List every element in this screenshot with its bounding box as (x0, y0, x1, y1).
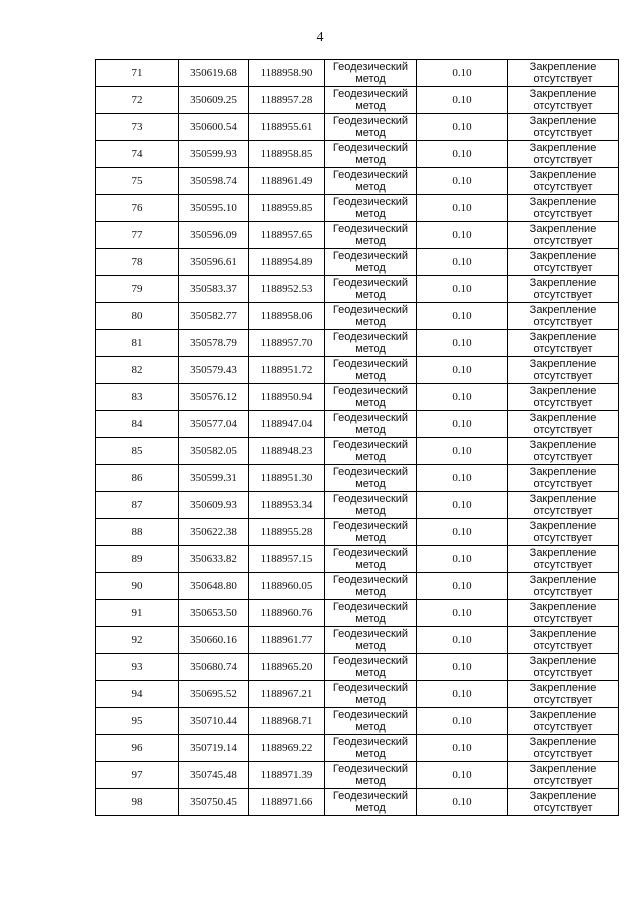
point-number-cell: 94 (96, 681, 179, 708)
point-number-cell: 97 (96, 762, 179, 789)
fixation-cell: Закрепление отсутствует (508, 249, 619, 276)
x-coordinate-cell: 350596.09 (179, 222, 249, 249)
point-number-cell: 80 (96, 303, 179, 330)
fixation-cell: Закрепление отсутствует (508, 546, 619, 573)
y-coordinate-cell: 1188957.70 (249, 330, 325, 357)
x-coordinate-cell: 350633.82 (179, 546, 249, 573)
method-cell: Геодезический метод (325, 195, 417, 222)
method-cell: Геодезический метод (325, 465, 417, 492)
table-row (96, 411, 619, 438)
y-coordinate-cell: 1188961.77 (249, 627, 325, 654)
y-coordinate-cell: 1188960.76 (249, 600, 325, 627)
accuracy-cell: 0.10 (417, 357, 508, 384)
accuracy-cell: 0.10 (417, 600, 508, 627)
x-coordinate-cell: 350609.93 (179, 492, 249, 519)
table-row (96, 114, 619, 141)
accuracy-cell: 0.10 (417, 546, 508, 573)
accuracy-cell: 0.10 (417, 573, 508, 600)
accuracy-cell: 0.10 (417, 789, 508, 816)
y-coordinate-cell: 1188947.04 (249, 411, 325, 438)
x-coordinate-cell: 350598.74 (179, 168, 249, 195)
fixation-cell: Закрепление отсутствует (508, 789, 619, 816)
point-number-cell: 79 (96, 276, 179, 303)
accuracy-cell: 0.10 (417, 168, 508, 195)
accuracy-cell: 0.10 (417, 87, 508, 114)
table-row (96, 492, 619, 519)
table-row (96, 789, 619, 816)
y-coordinate-cell: 1188954.89 (249, 249, 325, 276)
y-coordinate-cell: 1188959.85 (249, 195, 325, 222)
y-coordinate-cell: 1188953.34 (249, 492, 325, 519)
x-coordinate-cell: 350648.80 (179, 573, 249, 600)
y-coordinate-cell: 1188961.49 (249, 168, 325, 195)
point-number-cell: 89 (96, 546, 179, 573)
accuracy-cell: 0.10 (417, 627, 508, 654)
x-coordinate-cell: 350710.44 (179, 708, 249, 735)
x-coordinate-cell: 350582.77 (179, 303, 249, 330)
method-cell: Геодезический метод (325, 735, 417, 762)
method-cell: Геодезический метод (325, 600, 417, 627)
x-coordinate-cell: 350609.25 (179, 87, 249, 114)
fixation-cell: Закрепление отсутствует (508, 276, 619, 303)
x-coordinate-cell: 350619.68 (179, 60, 249, 87)
table-body (96, 60, 619, 816)
table-row (96, 573, 619, 600)
y-coordinate-cell: 1188971.66 (249, 789, 325, 816)
table-row (96, 60, 619, 87)
fixation-cell: Закрепление отсутствует (508, 735, 619, 762)
x-coordinate-cell: 350599.93 (179, 141, 249, 168)
method-cell: Геодезический метод (325, 357, 417, 384)
fixation-cell: Закрепление отсутствует (508, 168, 619, 195)
y-coordinate-cell: 1188969.22 (249, 735, 325, 762)
method-cell: Геодезический метод (325, 303, 417, 330)
x-coordinate-cell: 350577.04 (179, 411, 249, 438)
point-number-cell: 74 (96, 141, 179, 168)
x-coordinate-cell: 350750.45 (179, 789, 249, 816)
method-cell: Геодезический метод (325, 573, 417, 600)
x-coordinate-cell: 350653.50 (179, 600, 249, 627)
method-cell: Геодезический метод (325, 681, 417, 708)
fixation-cell: Закрепление отсутствует (508, 519, 619, 546)
y-coordinate-cell: 1188958.90 (249, 60, 325, 87)
accuracy-cell: 0.10 (417, 303, 508, 330)
accuracy-cell: 0.10 (417, 195, 508, 222)
fixation-cell: Закрепление отсутствует (508, 330, 619, 357)
table-row (96, 762, 619, 789)
fixation-cell: Закрепление отсутствует (508, 627, 619, 654)
table-row (96, 438, 619, 465)
point-number-cell: 77 (96, 222, 179, 249)
point-number-cell: 86 (96, 465, 179, 492)
point-number-cell: 90 (96, 573, 179, 600)
accuracy-cell: 0.10 (417, 114, 508, 141)
point-number-cell: 72 (96, 87, 179, 114)
y-coordinate-cell: 1188955.61 (249, 114, 325, 141)
fixation-cell: Закрепление отсутствует (508, 222, 619, 249)
point-number-cell: 95 (96, 708, 179, 735)
page-number: 4 (316, 30, 324, 45)
point-number-cell: 76 (96, 195, 179, 222)
y-coordinate-cell: 1188950.94 (249, 384, 325, 411)
boundary-points-table (95, 59, 619, 816)
y-coordinate-cell: 1188958.85 (249, 141, 325, 168)
method-cell: Геодезический метод (325, 168, 417, 195)
y-coordinate-cell: 1188957.65 (249, 222, 325, 249)
accuracy-cell: 0.10 (417, 735, 508, 762)
accuracy-cell: 0.10 (417, 330, 508, 357)
fixation-cell: Закрепление отсутствует (508, 141, 619, 168)
method-cell: Геодезический метод (325, 627, 417, 654)
table-row (96, 249, 619, 276)
fixation-cell: Закрепление отсутствует (508, 654, 619, 681)
y-coordinate-cell: 1188952.53 (249, 276, 325, 303)
accuracy-cell: 0.10 (417, 654, 508, 681)
accuracy-cell: 0.10 (417, 519, 508, 546)
table-row (96, 330, 619, 357)
point-number-cell: 83 (96, 384, 179, 411)
method-cell: Геодезический метод (325, 384, 417, 411)
fixation-cell: Закрепление отсутствует (508, 708, 619, 735)
fixation-cell: Закрепление отсутствует (508, 384, 619, 411)
point-number-cell: 98 (96, 789, 179, 816)
point-number-cell: 92 (96, 627, 179, 654)
point-number-cell: 75 (96, 168, 179, 195)
accuracy-cell: 0.10 (417, 141, 508, 168)
accuracy-cell: 0.10 (417, 60, 508, 87)
point-number-cell: 82 (96, 357, 179, 384)
x-coordinate-cell: 350599.31 (179, 465, 249, 492)
table-row (96, 384, 619, 411)
x-coordinate-cell: 350583.37 (179, 276, 249, 303)
y-coordinate-cell: 1188971.39 (249, 762, 325, 789)
accuracy-cell: 0.10 (417, 465, 508, 492)
x-coordinate-cell: 350576.12 (179, 384, 249, 411)
table-row (96, 600, 619, 627)
method-cell: Геодезический метод (325, 114, 417, 141)
point-number-cell: 88 (96, 519, 179, 546)
method-cell: Геодезический метод (325, 492, 417, 519)
fixation-cell: Закрепление отсутствует (508, 681, 619, 708)
x-coordinate-cell: 350622.38 (179, 519, 249, 546)
x-coordinate-cell: 350595.10 (179, 195, 249, 222)
table-row (96, 168, 619, 195)
accuracy-cell: 0.10 (417, 492, 508, 519)
table-row (96, 276, 619, 303)
table-row (96, 681, 619, 708)
accuracy-cell: 0.10 (417, 276, 508, 303)
y-coordinate-cell: 1188968.71 (249, 708, 325, 735)
accuracy-cell: 0.10 (417, 681, 508, 708)
y-coordinate-cell: 1188951.30 (249, 465, 325, 492)
y-coordinate-cell: 1188957.28 (249, 87, 325, 114)
method-cell: Геодезический метод (325, 330, 417, 357)
x-coordinate-cell: 350695.52 (179, 681, 249, 708)
table-row (96, 87, 619, 114)
x-coordinate-cell: 350600.54 (179, 114, 249, 141)
method-cell: Геодезический метод (325, 249, 417, 276)
method-cell: Геодезический метод (325, 276, 417, 303)
y-coordinate-cell: 1188960.05 (249, 573, 325, 600)
accuracy-cell: 0.10 (417, 762, 508, 789)
fixation-cell: Закрепление отсутствует (508, 465, 619, 492)
accuracy-cell: 0.10 (417, 249, 508, 276)
y-coordinate-cell: 1188965.20 (249, 654, 325, 681)
table-row (96, 303, 619, 330)
point-number-cell: 81 (96, 330, 179, 357)
point-number-cell: 91 (96, 600, 179, 627)
method-cell: Геодезический метод (325, 789, 417, 816)
accuracy-cell: 0.10 (417, 708, 508, 735)
point-number-cell: 96 (96, 735, 179, 762)
table-row (96, 357, 619, 384)
y-coordinate-cell: 1188967.21 (249, 681, 325, 708)
method-cell: Геодезический метод (325, 411, 417, 438)
method-cell: Геодезический метод (325, 222, 417, 249)
method-cell: Геодезический метод (325, 60, 417, 87)
point-number-cell: 78 (96, 249, 179, 276)
table-row (96, 654, 619, 681)
method-cell: Геодезический метод (325, 519, 417, 546)
accuracy-cell: 0.10 (417, 222, 508, 249)
fixation-cell: Закрепление отсутствует (508, 600, 619, 627)
fixation-cell: Закрепление отсутствует (508, 114, 619, 141)
fixation-cell: Закрепление отсутствует (508, 492, 619, 519)
accuracy-cell: 0.10 (417, 384, 508, 411)
method-cell: Геодезический метод (325, 141, 417, 168)
x-coordinate-cell: 350660.16 (179, 627, 249, 654)
fixation-cell: Закрепление отсутствует (508, 87, 619, 114)
table-row (96, 519, 619, 546)
table-row (96, 627, 619, 654)
point-number-cell: 93 (96, 654, 179, 681)
x-coordinate-cell: 350719.14 (179, 735, 249, 762)
point-number-cell: 73 (96, 114, 179, 141)
accuracy-cell: 0.10 (417, 411, 508, 438)
table-row (96, 708, 619, 735)
y-coordinate-cell: 1188957.15 (249, 546, 325, 573)
point-number-cell: 87 (96, 492, 179, 519)
x-coordinate-cell: 350745.48 (179, 762, 249, 789)
fixation-cell: Закрепление отсутствует (508, 195, 619, 222)
x-coordinate-cell: 350578.79 (179, 330, 249, 357)
method-cell: Геодезический метод (325, 438, 417, 465)
y-coordinate-cell: 1188948.23 (249, 438, 325, 465)
y-coordinate-cell: 1188955.28 (249, 519, 325, 546)
fixation-cell: Закрепление отсутствует (508, 411, 619, 438)
y-coordinate-cell: 1188951.72 (249, 357, 325, 384)
method-cell: Геодезический метод (325, 708, 417, 735)
x-coordinate-cell: 350680.74 (179, 654, 249, 681)
x-coordinate-cell: 350596.61 (179, 249, 249, 276)
method-cell: Геодезический метод (325, 87, 417, 114)
table-row (96, 735, 619, 762)
method-cell: Геодезический метод (325, 654, 417, 681)
table-row (96, 195, 619, 222)
fixation-cell: Закрепление отсутствует (508, 60, 619, 87)
fixation-cell: Закрепление отсутствует (508, 303, 619, 330)
x-coordinate-cell: 350579.43 (179, 357, 249, 384)
accuracy-cell: 0.10 (417, 438, 508, 465)
fixation-cell: Закрепление отсутствует (508, 357, 619, 384)
point-number-cell: 84 (96, 411, 179, 438)
point-number-cell: 71 (96, 60, 179, 87)
table-row (96, 546, 619, 573)
method-cell: Геодезический метод (325, 546, 417, 573)
x-coordinate-cell: 350582.05 (179, 438, 249, 465)
point-number-cell: 85 (96, 438, 179, 465)
table-row (96, 222, 619, 249)
fixation-cell: Закрепление отсутствует (508, 438, 619, 465)
table-row (96, 141, 619, 168)
table-row (96, 465, 619, 492)
fixation-cell: Закрепление отсутствует (508, 573, 619, 600)
y-coordinate-cell: 1188958.06 (249, 303, 325, 330)
method-cell: Геодезический метод (325, 762, 417, 789)
fixation-cell: Закрепление отсутствует (508, 762, 619, 789)
